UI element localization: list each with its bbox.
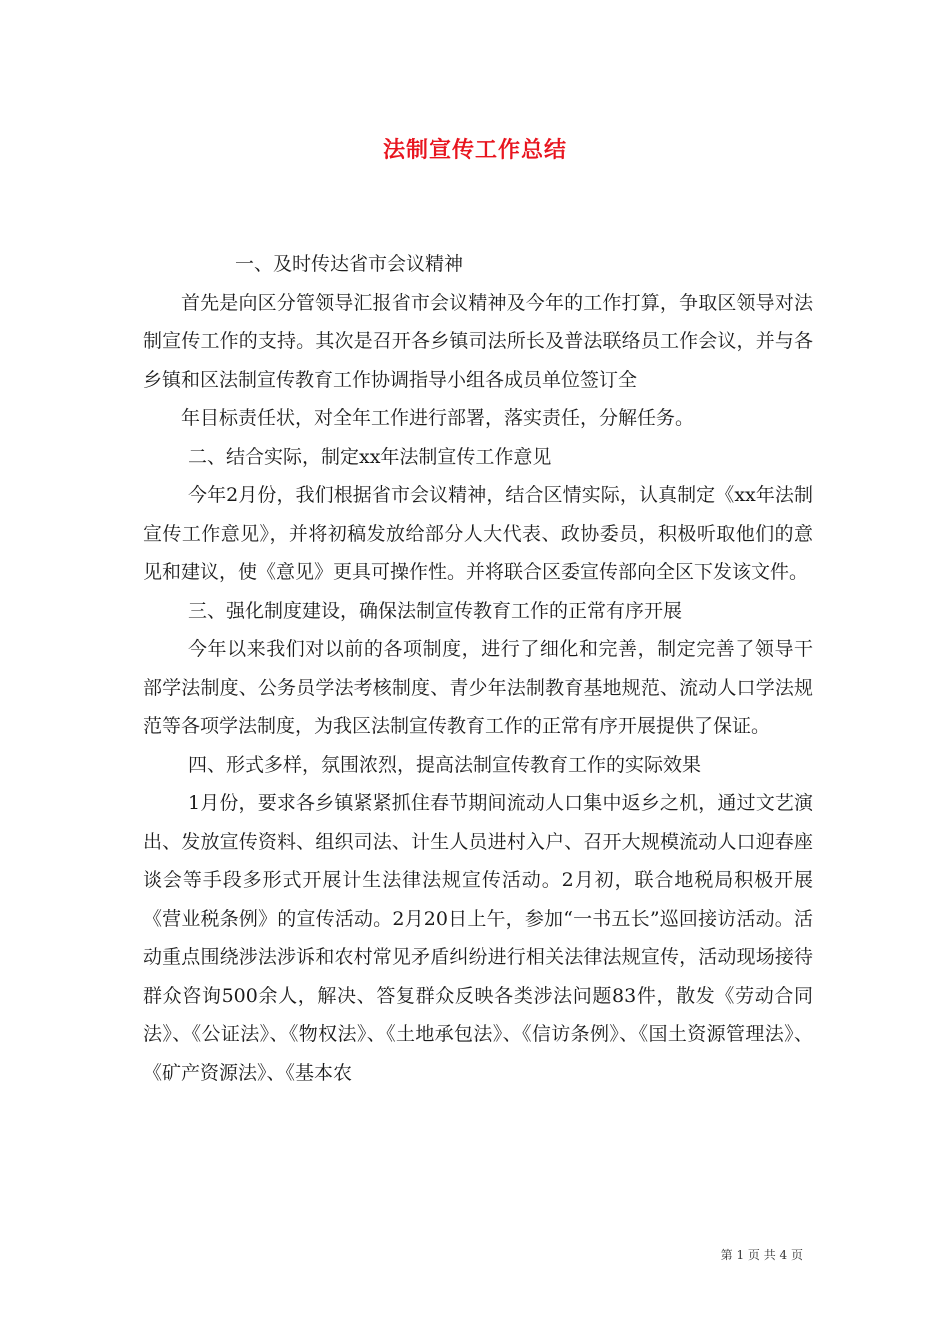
section-heading-1: 一、及时传达省市会议精神	[235, 253, 464, 275]
document-title: 法制宣传工作总结	[382, 138, 567, 163]
paragraph-2: 年目标责任状，对全年工作进行部署，落实责任，分解任务。	[181, 407, 695, 429]
section-heading-2: 二、结合实际，制定xx年法制宣传工作意见	[188, 445, 552, 468]
section-heading-3: 三、强化制度建设，确保法制宣传教育工作的正常有序开展	[188, 599, 683, 622]
paragraph-5: 1月份，要求各乡镇紧紧抓住春节期间流动人口集中返乡之机，通过文艺演出、发放宣传资料、组织司法、计生人员进村入户、召开大规模流动人口迎春座谈会等手段多形式开展计生法律法规宣传活动。2月初，联合地税局积极开展《营业税条例》的宣传活动。2月20日上午，参加“一书五长”巡回接访活动。活动重点围绕涉法涉诉和农村常见矛盾纠纷进行相关法律法规宣传，活动现场接待群众咨询500余人，解决、答复群众反映各类涉法问题83件，散发《劳动合同法》、《公证法》、《物权法》、《土地承包法》、《信访条例》、《国土资源管理法》、《矿产资源法》、《基本农	[143, 792, 813, 1084]
paragraph-1: 首先是向区分管领导汇报省市会议精神及今年的工作打算，争取区领导对法制宣传工作的支持。其次是召开各乡镇司法所长及普法联络员工作会议，并与各乡镇和区法制宣传教育工作协调指导小组各成员单位签订全	[143, 291, 813, 391]
paragraph-4: 今年以来我们对以前的各项制度，进行了细化和完善，制定完善了领导干部学法制度、公务员学法考核制度、青少年法制教育基地规范、流动人口学法规范等各项学法制度，为我区法制宣传教育工作的正常有序开展提供了保证。	[143, 638, 813, 737]
section-heading-4: 四、形式多样，氛围浓烈，提高法制宣传教育工作的实际效果	[188, 753, 702, 776]
page-number: 第 1 页 共 4 页	[720, 1248, 803, 1262]
document-body	[143, 245, 813, 1092]
paragraph-3: 今年2月份，我们根据省市会议精神，结合区情实际，认真制定《xx年法制宣传工作意见》，并将初稿发放给部分人大代表、政协委员，积极听取他们的意见和建议，使《意见》更具可操作性。并将联合区委宣传部向全区下发该文件。	[143, 484, 813, 583]
